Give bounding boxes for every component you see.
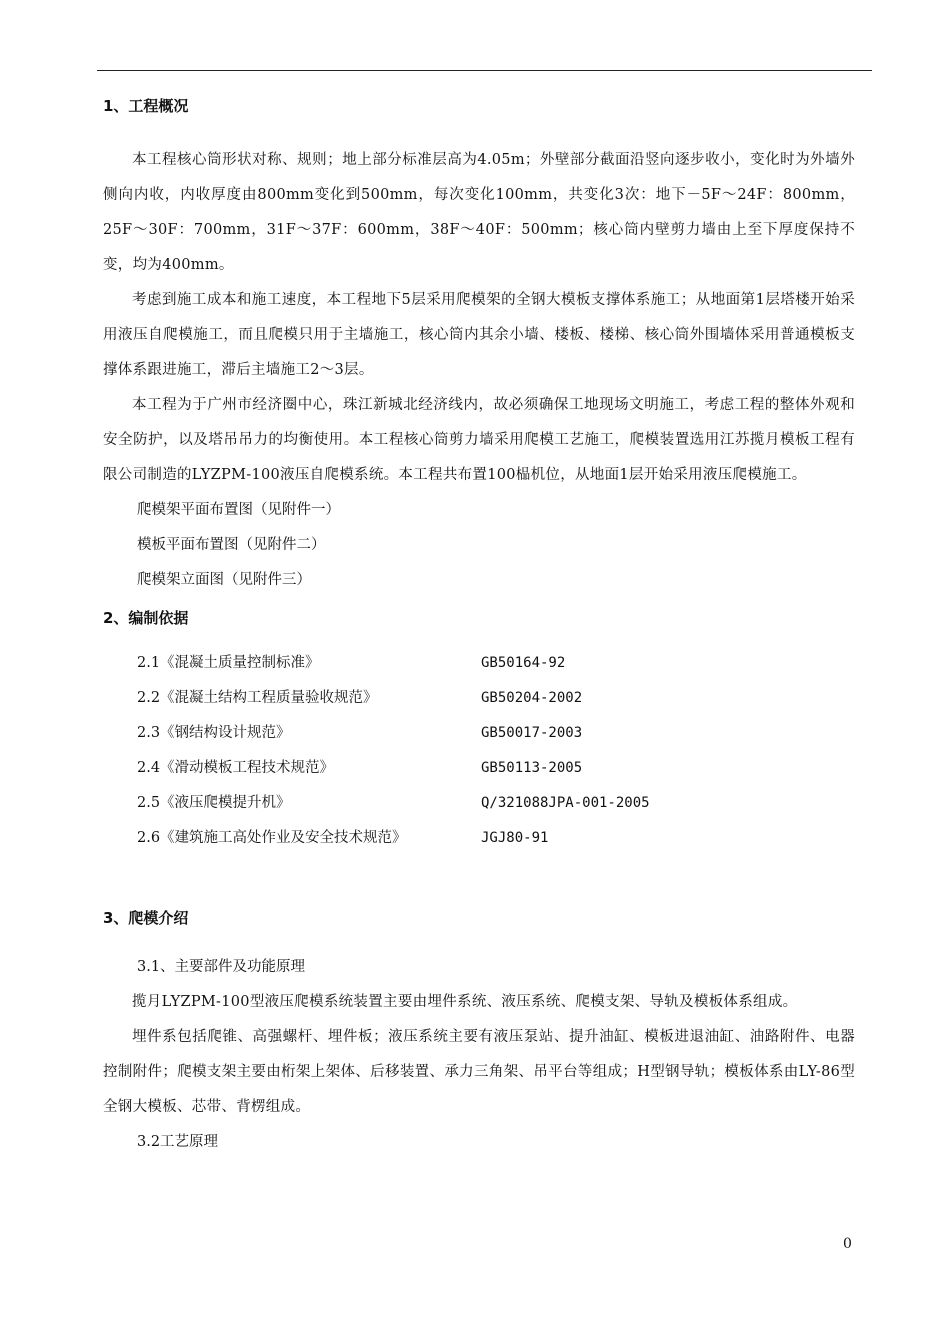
section-3-paragraph-1: 揽月LYZPM-100型液压爬模系统装置主要由埋件系统、液压系统、爬模支架、导轨及模板体系组成。: [132, 994, 798, 1010]
reference-title: 2.2《混凝土结构工程质量验收规范》: [137, 690, 378, 706]
reference-title: 2.3《钢结构设计规范》: [137, 725, 291, 741]
reference-item: [103, 821, 855, 856]
subsection-3-1-title: 3.1、主要部件及功能原理: [137, 959, 306, 975]
reference-title: 2.1《混凝土质量控制标准》: [137, 655, 320, 671]
reference-item: [103, 751, 855, 786]
reference-item: [103, 716, 855, 751]
reference-title: 2.6《建筑施工高处作业及安全技术规范》: [137, 830, 407, 846]
page-number: 0: [843, 1236, 852, 1252]
reference-item: [103, 646, 855, 681]
subsection-3-2-title: 3.2工艺原理: [137, 1134, 219, 1150]
reference-code: GB50017-2003: [481, 725, 583, 741]
reference-code: GB50164-92: [481, 655, 566, 671]
reference-code: GB50113-2005: [481, 760, 583, 776]
reference-code: GB50204-2002: [481, 690, 583, 706]
header-rule: [97, 70, 872, 71]
attachment-3-reference: 爬模架立面图（见附件三）: [137, 572, 311, 588]
section-1-heading: 1、工程概况: [103, 97, 189, 115]
attachment-1-reference: 爬模架平面布置图（见附件一）: [137, 502, 340, 518]
section-1-paragraph-1: 本工程核心筒形状对称、规则；地上部分标准层高为4.05m；外壁部分截面沿竖向逐步收小，变化时为外墙外侧向内收，内收厚度由800mm变化到500mm，每次变化100mm，共变化3次：地下－5F～24F：800mm，25F～30F：700mm，31F～37F：600mm，38F～40F：500mm；核心筒内壁剪力墙由上至下厚度保持不变，均为400mm。: [103, 152, 855, 273]
section-3-heading: 3、爬模介绍: [103, 909, 189, 927]
reference-code: JGJ80-91: [481, 830, 549, 846]
reference-title: 2.5《液压爬模提升机》: [137, 795, 291, 811]
reference-item: [103, 786, 855, 821]
reference-title: 2.4《滑动模板工程技术规范》: [137, 760, 335, 776]
section-1-paragraph-2: 考虑到施工成本和施工速度，本工程地下5层采用爬模架的全钢大模板支撑体系施工；从地面第1层塔楼开始采用液压自爬模施工，而且爬模只用于主墙施工，核心筒内其余小墙、楼板、楼梯、核心筒外围墙体采用普通模板支撑体系跟进施工，滞后主墙施工2～3层。: [103, 292, 855, 378]
section-1-paragraph-3: 本工程为于广州市经济圈中心，珠江新城北经济线内，故必须确保工地现场文明施工，考虑工程的整体外观和安全防护，以及塔吊吊力的均衡使用。本工程核心筒剪力墙采用爬模工艺施工，爬模装置选用江苏揽月模板工程有限公司制造的LYZPM-100液压自爬模系统。本工程共布置100榀机位，从地面1层开始采用液压爬模施工。: [103, 397, 855, 483]
document-body: [103, 96, 855, 1160]
reference-code: Q/321088JPA-001-2005: [481, 795, 650, 811]
reference-list: [103, 646, 855, 856]
section-2-heading: 2、编制依据: [103, 609, 189, 627]
reference-item: [103, 681, 855, 716]
section-3-paragraph-2: 埋件系包括爬锥、高强螺杆、埋件板；液压系统主要有液压泵站、提升油缸、模板进退油缸、油路附件、电器控制附件；爬模支架主要由桁架上架体、后移装置、承力三角架、吊平台等组成；H型钢导轨；模板体系由LY-86型全钢大模板、芯带、背楞组成。: [103, 1029, 855, 1115]
attachment-2-reference: 模板平面布置图（见附件二）: [137, 537, 326, 553]
